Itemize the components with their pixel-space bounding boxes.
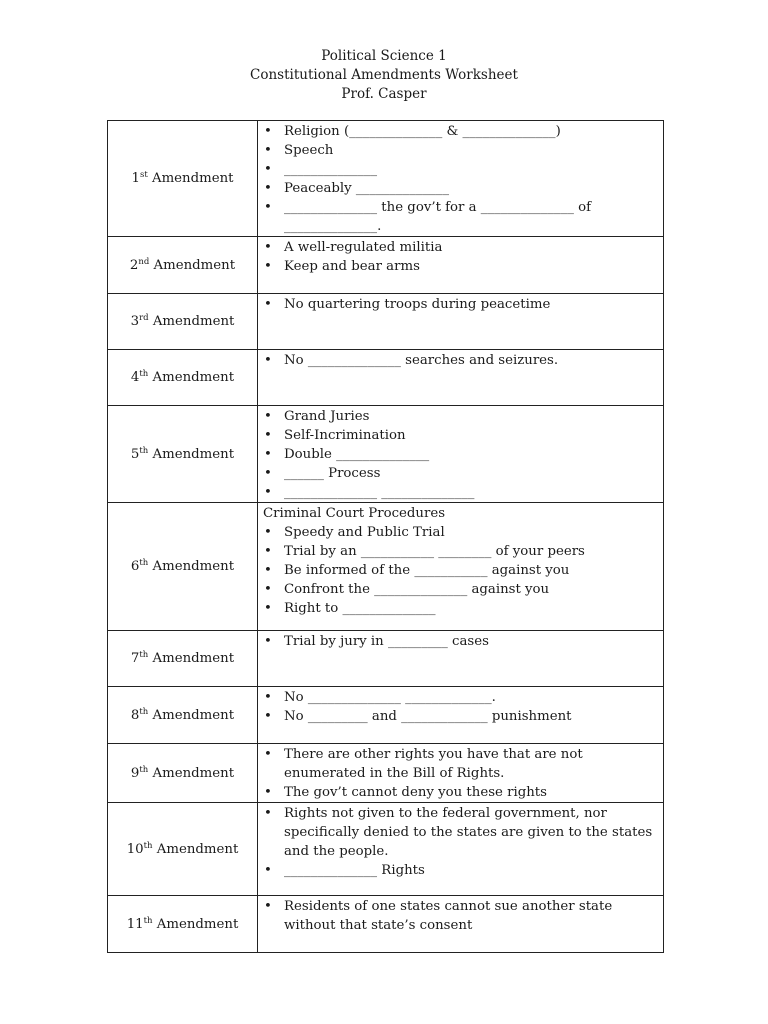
amendment-label: [108, 687, 258, 744]
bullet-item: • Religion (______________ & ______________): [263, 122, 659, 141]
section-intro: Criminal Court Procedures: [263, 506, 446, 521]
amendment-word: Amendment: [153, 257, 236, 273]
bullet-item: • ______________: [263, 160, 659, 179]
ordinal-suffix: th: [139, 369, 149, 379]
course-title: Political Science 1: [321, 48, 447, 64]
amendment-number: 8: [130, 707, 140, 723]
worksheet-title: Constitutional Amendments Worksheet: [250, 67, 518, 83]
amendment-label: [108, 406, 258, 503]
ordinal-suffix: th: [139, 558, 149, 568]
bullet-item: • Speedy and Public Trial: [263, 523, 659, 542]
bullet-item: • Speech: [263, 141, 659, 160]
bullet-item: • Be informed of the ___________ against you: [263, 561, 659, 580]
amendment-number: 4: [130, 370, 140, 385]
amendment-word: Amendment: [152, 559, 235, 574]
amendment-content: [258, 687, 664, 744]
ordinal-suffix: rd: [139, 313, 149, 323]
ordinal-suffix: st: [139, 170, 148, 180]
bullet-item: • Grand Juries: [263, 407, 659, 426]
ordinal-suffix: th: [139, 764, 149, 775]
ordinal-suffix: th: [139, 650, 149, 660]
amendment-row: [108, 503, 664, 631]
ordinal-suffix: th: [143, 915, 153, 926]
amendment-number: 9: [130, 765, 140, 781]
amendment-label: [108, 121, 258, 237]
amendment-label: [108, 237, 258, 294]
bullet-item: • No ______________ searches and seizures.: [263, 351, 659, 370]
bullet-list: [263, 238, 659, 276]
bullet-item: • Trial by an ___________ ________ of your peers: [263, 542, 659, 561]
bullet-list: [263, 897, 659, 935]
bullet-item: • Double ______________: [263, 445, 659, 464]
amendment-content: [258, 803, 664, 896]
ordinal-suffix: nd: [138, 256, 150, 267]
bullet-item: • Right to ______________: [263, 599, 659, 618]
bullet-item: • ______________ Rights: [263, 861, 659, 880]
bullet-list: [263, 632, 659, 651]
bullet-item: • Self-Incrimination: [263, 426, 659, 445]
bullet-item: • Rights not given to the federal government, nor specifically denied to the states are given to the states and the people.: [263, 804, 659, 861]
bullet-list: [263, 407, 659, 502]
bullet-item: • The gov’t cannot deny you these rights: [263, 783, 659, 802]
ordinal-suffix: th: [139, 445, 149, 456]
bullet-list: [263, 804, 659, 880]
bullet-item: • Peaceably ______________: [263, 179, 659, 198]
worksheet-header: [0, 47, 768, 104]
bullet-item: • ______________ ______________: [263, 483, 659, 502]
amendment-label: [108, 631, 258, 687]
amendment-content: [258, 406, 664, 503]
amendment-number: 5: [130, 446, 140, 462]
amendment-content: [258, 744, 664, 803]
amendment-row: [108, 237, 664, 294]
amendment-word: Amendment: [152, 446, 235, 462]
bullet-list: [263, 295, 659, 314]
bullet-item: • A well-regulated militia: [263, 238, 659, 257]
bullet-list: [263, 745, 659, 802]
ordinal-suffix: th: [139, 706, 149, 717]
amendment-label: [108, 896, 258, 953]
amendment-content: [258, 896, 664, 953]
bullet-item: • Confront the ______________ against you: [263, 580, 659, 599]
amendment-word: Amendment: [152, 314, 235, 329]
amendment-label: [108, 294, 258, 350]
amendment-number: 6: [130, 559, 140, 574]
amendment-row: [108, 687, 664, 744]
amendment-word: Amendment: [151, 171, 234, 186]
amendment-word: Amendment: [152, 765, 235, 781]
amendment-label: [108, 803, 258, 896]
bullet-item: • No quartering troops during peacetime: [263, 295, 659, 314]
amendment-number: 3: [130, 314, 140, 329]
amendment-row: [108, 803, 664, 896]
amendment-row: [108, 350, 664, 406]
amendment-number: 1: [131, 171, 140, 186]
amendment-row: [108, 121, 664, 237]
bullet-item: • Trial by jury in _________ cases: [263, 632, 659, 651]
amendment-content: [258, 121, 664, 237]
amendment-label: [108, 350, 258, 406]
bullet-item: • There are other rights you have that are not enumerated in the Bill of Rights.: [263, 745, 659, 783]
amendment-word: Amendment: [156, 841, 239, 857]
amendment-content: [258, 631, 664, 687]
amendment-word: Amendment: [156, 916, 239, 932]
amendment-label: [108, 744, 258, 803]
bullet-item: • Keep and bear arms: [263, 257, 659, 276]
bullet-item: • No ______________ _____________.: [263, 688, 659, 707]
amendment-row: [108, 896, 664, 953]
bullet-list: [263, 351, 659, 370]
bullet-item: • ______________ the gov’t for a ______________ of ______________.: [263, 198, 659, 236]
amendment-number: 7: [130, 651, 140, 666]
bullet-item: • Residents of one states cannot sue another state without that state’s consent: [263, 897, 659, 935]
bullet-item: • ______ Process: [263, 464, 659, 483]
ordinal-suffix: th: [143, 840, 153, 851]
amendment-row: [108, 406, 664, 503]
amendment-number: 2: [129, 257, 139, 273]
amendment-word: Amendment: [152, 370, 235, 385]
amendment-content: [258, 503, 664, 631]
amendment-word: Amendment: [152, 707, 235, 723]
bullet-list: [263, 122, 659, 236]
amendment-row: [108, 631, 664, 687]
bullet-item: • No _________ and _____________ punishment: [263, 707, 659, 726]
amendment-number: 11: [126, 916, 144, 932]
amendment-label: [108, 503, 258, 631]
amendment-content: [258, 294, 664, 350]
bullet-list: [263, 523, 659, 618]
amendment-row: [108, 294, 664, 350]
amendment-number: 10: [126, 841, 144, 857]
amendment-content: [258, 350, 664, 406]
amendments-table: [107, 120, 664, 953]
amendment-row: [108, 744, 664, 803]
instructor-name: Prof. Casper: [341, 86, 427, 102]
bullet-list: [263, 688, 659, 726]
amendment-word: Amendment: [152, 651, 235, 666]
amendment-content: [258, 237, 664, 294]
